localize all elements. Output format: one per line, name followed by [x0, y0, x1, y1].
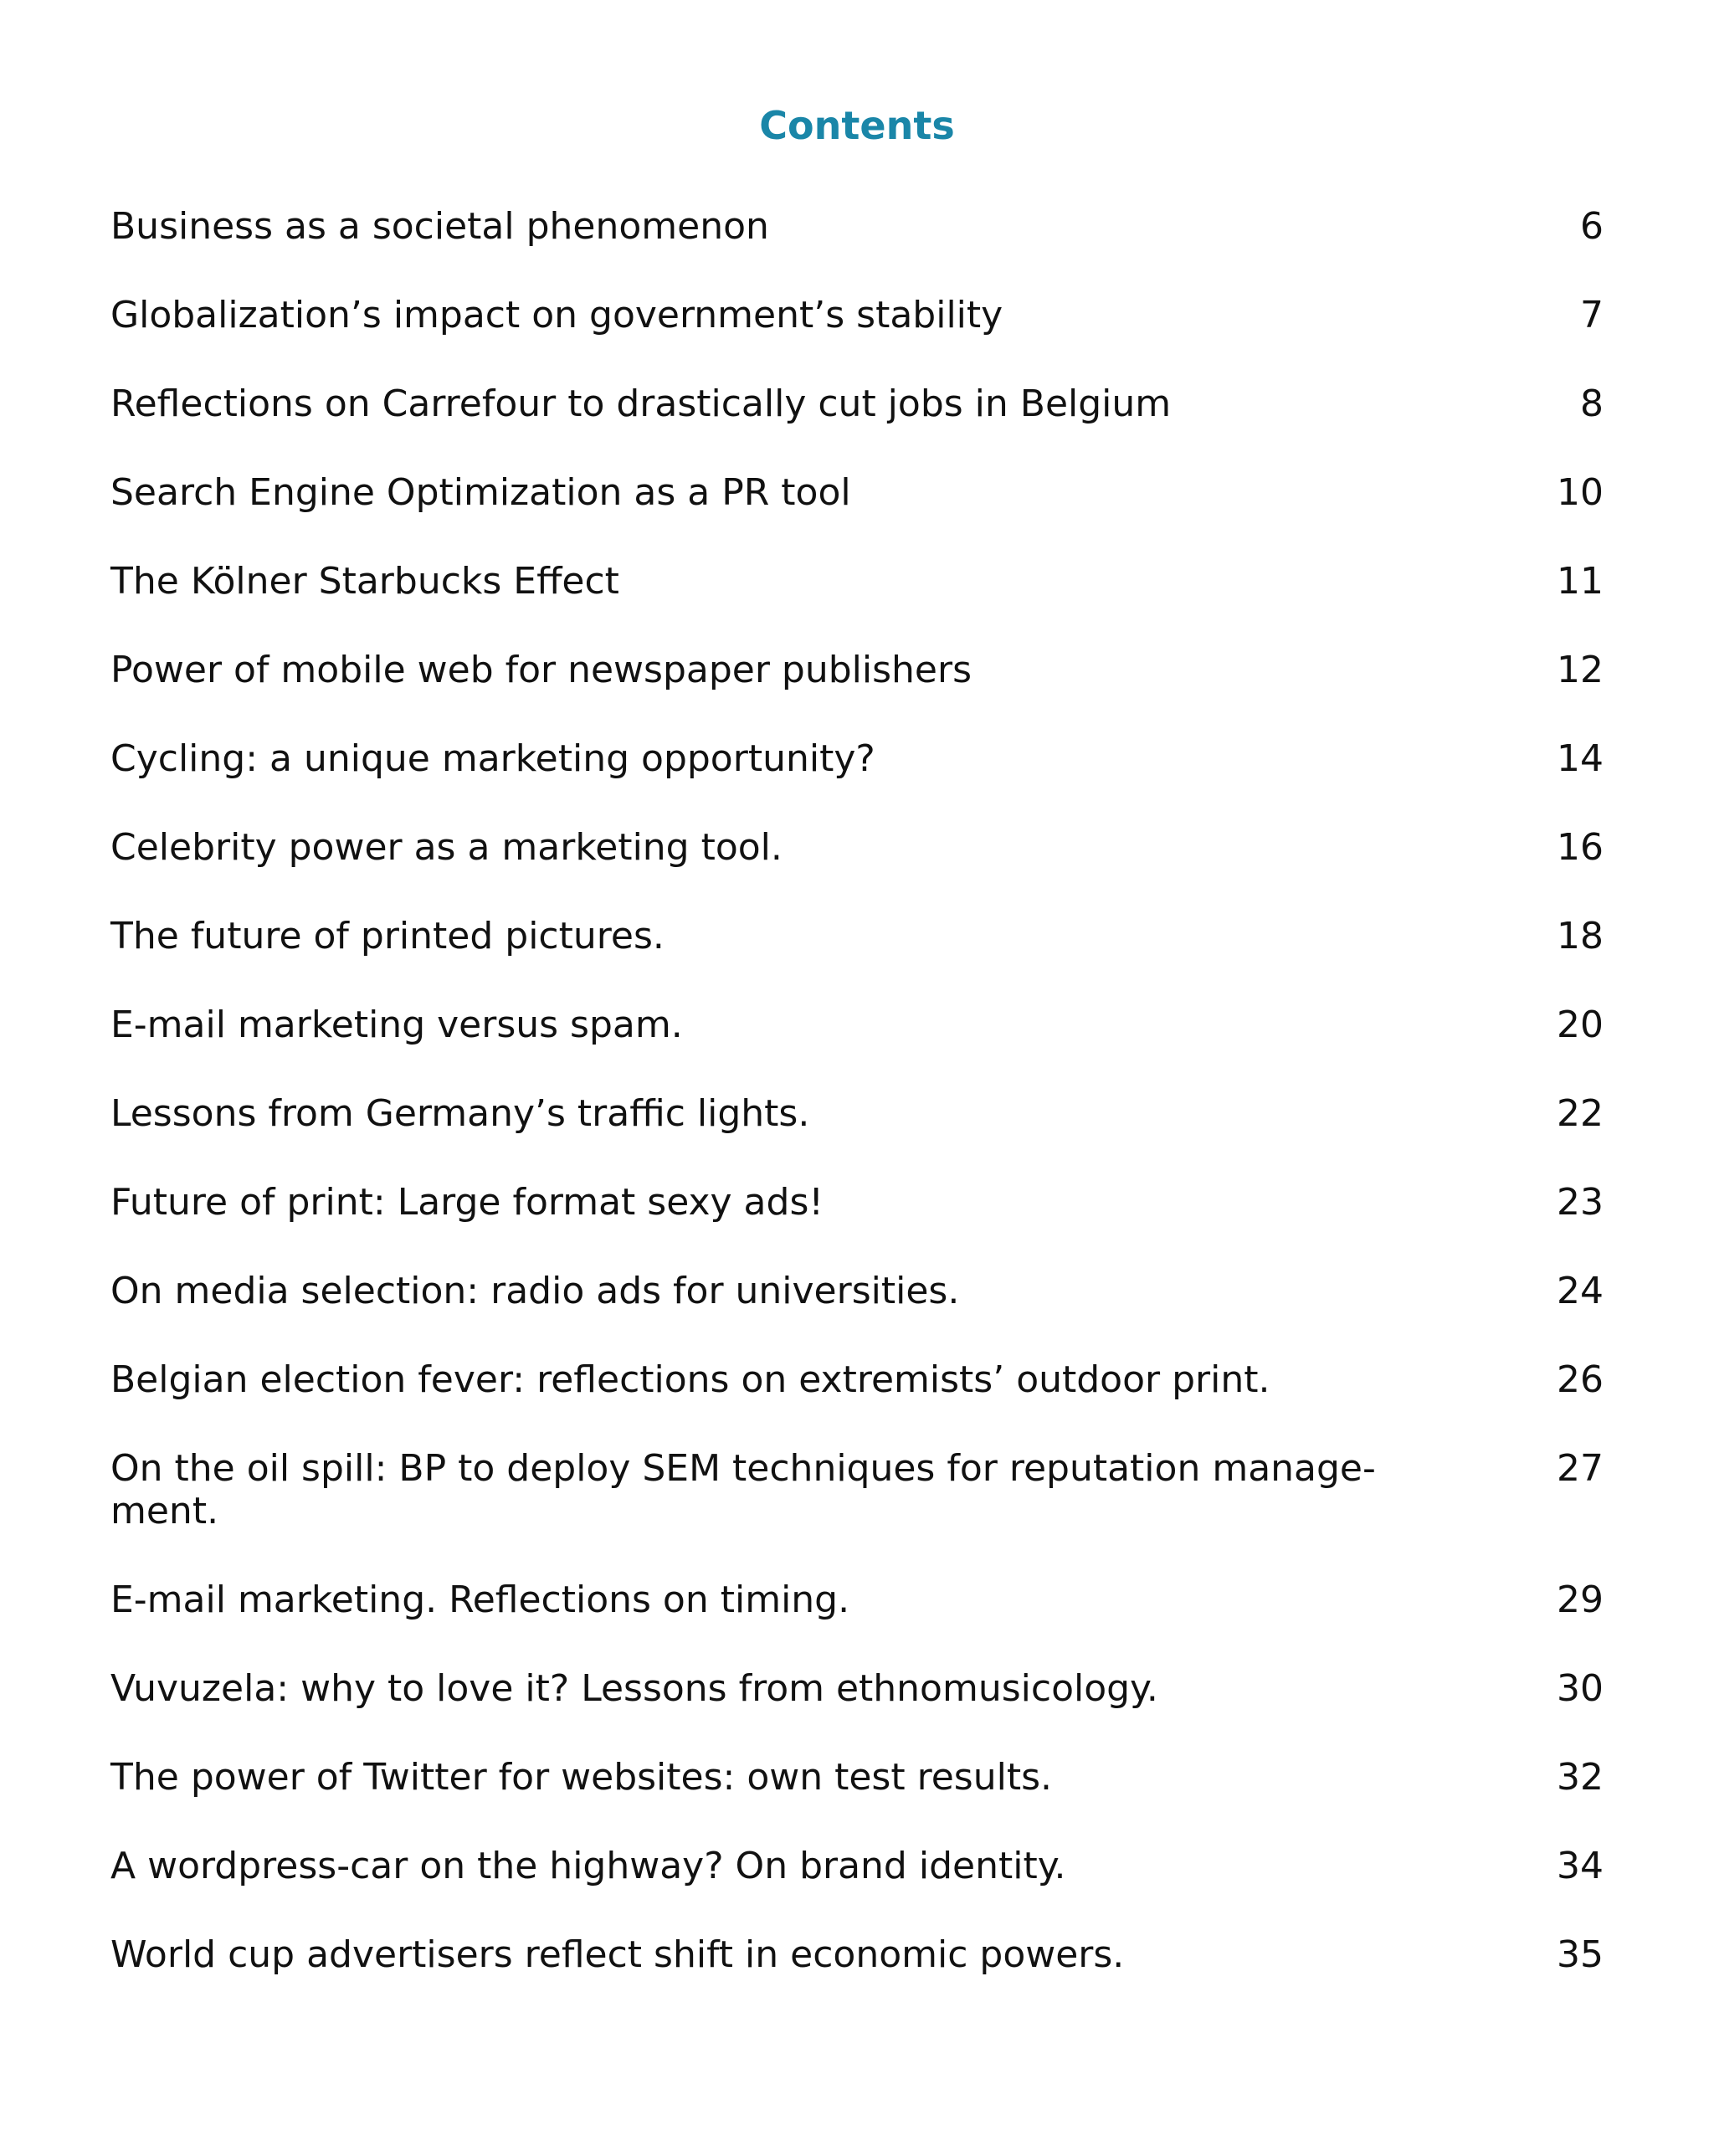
toc-page-number: 8 [1580, 382, 1604, 425]
toc-entry-title: On media selection: radio ads for universities. [110, 1270, 960, 1312]
toc-entry-title: Business as a societal phenomenon [110, 205, 769, 248]
toc-page-number: 7 [1580, 294, 1604, 336]
toc-entry [110, 1181, 1604, 1224]
toc-entry-title: Belgian election fever: reflections on extremists’ outdoor print. [110, 1358, 1270, 1401]
toc-entry-title: Power of mobile web for newspaper publishers [110, 649, 972, 691]
toc-page-number: 27 [1557, 1447, 1604, 1490]
toc-entry [110, 1756, 1604, 1799]
toc-page-number: 29 [1557, 1578, 1604, 1621]
toc-entry [110, 382, 1604, 425]
toc-entry [110, 1004, 1604, 1046]
toc-page-number: 20 [1557, 1004, 1604, 1046]
toc-entry [110, 471, 1604, 514]
toc-page-number: 30 [1557, 1667, 1604, 1710]
toc-entry [110, 1845, 1604, 1887]
page-title: Contents [759, 103, 955, 148]
toc-entry [110, 826, 1604, 869]
toc-entry-title: On the oil spill: BP to deploy SEM techniques for reputation manage-ment. [110, 1447, 1376, 1532]
toc-page-number: 18 [1557, 915, 1604, 957]
toc-entry-title: The future of printed pictures. [110, 915, 665, 957]
toc-entry-title: E-mail marketing versus spam. [110, 1004, 683, 1046]
toc-page-number: 34 [1557, 1845, 1604, 1887]
toc-page-number: 32 [1557, 1756, 1604, 1799]
toc-page-number: 11 [1557, 560, 1604, 603]
toc-page-number: 14 [1557, 737, 1604, 780]
toc-page-number: 12 [1557, 649, 1604, 691]
toc-entry-title: The power of Twitter for websites: own test results. [110, 1756, 1052, 1799]
toc-page-number: 22 [1557, 1092, 1604, 1135]
toc-entry-title: E-mail marketing. Reflections on timing. [110, 1578, 850, 1621]
toc-page-number: 26 [1557, 1358, 1604, 1401]
toc-entry-title: Reflections on Carrefour to drastically cut jobs in Belgium [110, 382, 1172, 425]
toc-list [110, 205, 1604, 2022]
toc-page-number: 6 [1580, 205, 1604, 248]
toc-entry-title: Lessons from Germany’s traffic lights. [110, 1092, 810, 1135]
toc-page-number: 35 [1557, 1933, 1604, 1976]
toc-entry [110, 915, 1604, 957]
toc-entry-title: World cup advertisers reflect shift in economic powers. [110, 1933, 1125, 1976]
toc-entry [110, 1667, 1604, 1710]
toc-entry [110, 294, 1604, 336]
toc-entry [110, 649, 1604, 691]
toc-entry [110, 1358, 1604, 1401]
toc-entry-title: Future of print: Large format sexy ads! [110, 1181, 824, 1224]
toc-entry [110, 1270, 1604, 1312]
toc-entry-title: Globalization’s impact on government’s stability [110, 294, 1003, 336]
toc-entry [110, 1447, 1604, 1532]
toc-entry [110, 205, 1604, 248]
toc-entry [110, 737, 1604, 780]
toc-entry-title: Cycling: a unique marketing opportunity? [110, 737, 875, 780]
toc-page-number: 16 [1557, 826, 1604, 869]
toc-page-number: 10 [1557, 471, 1604, 514]
toc-entry-title: The Kölner Starbucks Effect [110, 560, 619, 603]
toc-page-number: 24 [1557, 1270, 1604, 1312]
toc-entry [110, 560, 1604, 603]
toc-entry [110, 1933, 1604, 1976]
toc-entry-title: Vuvuzela: why to love it? Lessons from ethnomusicology. [110, 1667, 1158, 1710]
toc-entry-title: Celebrity power as a marketing tool. [110, 826, 783, 869]
toc-entry-title: A wordpress-car on the highway? On brand identity. [110, 1845, 1066, 1887]
toc-page-number: 23 [1557, 1181, 1604, 1224]
toc-entry-title: Search Engine Optimization as a PR tool [110, 471, 851, 514]
toc-entry [110, 1092, 1604, 1135]
toc-entry [110, 1578, 1604, 1621]
